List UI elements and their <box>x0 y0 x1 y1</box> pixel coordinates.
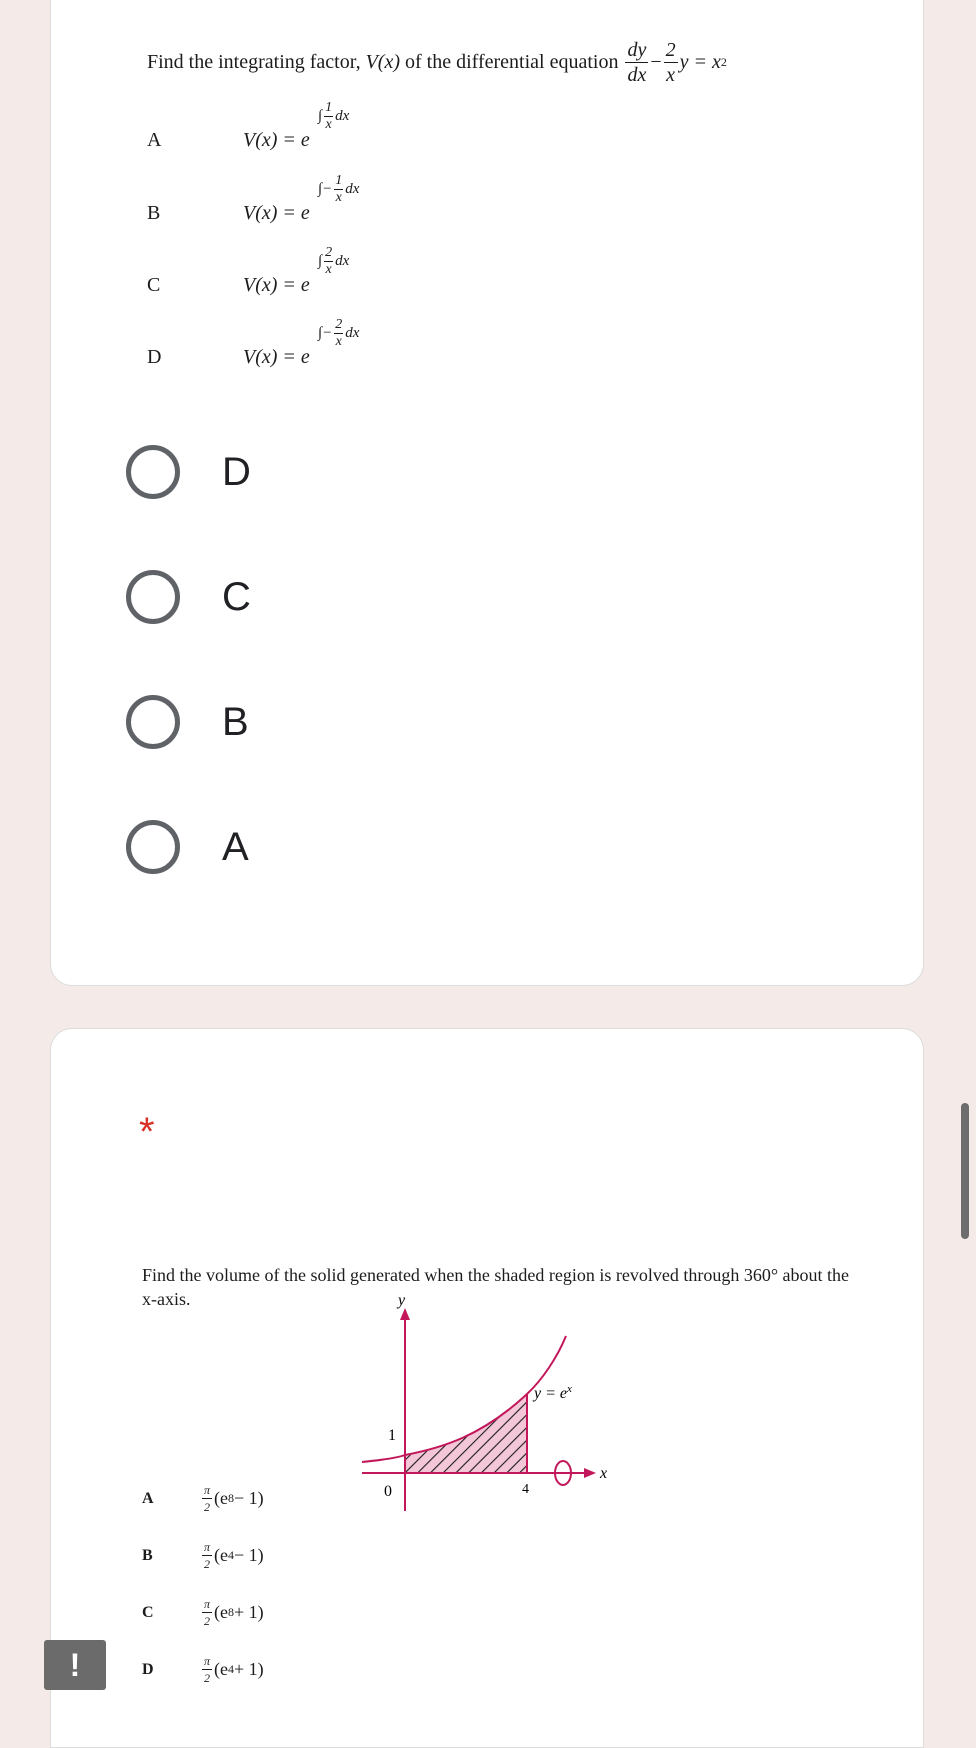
x-axis-label: x <box>600 1465 608 1482</box>
integral-sign: ∫ <box>318 108 323 124</box>
q2-option-b <box>142 1541 264 1570</box>
question-1-func: V(x) <box>365 51 401 73</box>
y-axis-label: y <box>398 1296 406 1309</box>
exp-num: 1 <box>335 173 343 188</box>
radio-button[interactable] <box>126 570 180 624</box>
y-tick-1: 1 <box>388 1427 396 1444</box>
shaded-region-hatch <box>405 1394 527 1473</box>
choice-d[interactable] <box>126 445 251 499</box>
choice-label: B <box>222 699 249 744</box>
choice-b[interactable] <box>126 695 249 749</box>
option-letter: C <box>147 274 161 296</box>
choice-label: A <box>222 824 249 869</box>
option-letter: C <box>142 1603 154 1621</box>
equation-coefficient <box>664 40 678 85</box>
exp-den: x <box>325 262 332 277</box>
frac-den: 2 <box>204 1557 210 1571</box>
radio-button[interactable] <box>126 695 180 749</box>
option-letter: D <box>147 346 162 368</box>
exp-den: x <box>335 190 342 205</box>
choice-a[interactable] <box>126 820 249 874</box>
frac-den: 2 <box>204 1671 210 1685</box>
exponent-dx: dx <box>335 108 350 124</box>
formula-exponent <box>318 318 359 349</box>
pi-over-two <box>202 1598 212 1627</box>
eq-power: 2 <box>720 55 727 69</box>
exponent-dx: dx <box>345 181 360 197</box>
option-letter: B <box>147 202 161 224</box>
eq-coef-num: 2 <box>665 39 676 61</box>
frac-num: π <box>204 1597 211 1611</box>
formula-lhs: V(x) = e <box>243 274 310 296</box>
exp-num: 2 <box>335 317 343 332</box>
formula-lhs: V(x) = e <box>243 202 310 224</box>
x-axis-arrow <box>584 1468 596 1478</box>
curve-label-base: y = e <box>534 1385 567 1402</box>
option-letter: D <box>142 1660 154 1678</box>
eq-numerator: dy <box>627 39 647 61</box>
integral-sign: ∫ <box>318 181 323 197</box>
option-power: 4 <box>228 1662 234 1676</box>
choice-label: C <box>222 574 251 619</box>
option-tail: − 1) <box>234 1488 264 1508</box>
required-asterisk: * <box>139 1110 155 1154</box>
formula-exponent <box>318 246 349 277</box>
formula-lhs: V(x) = e <box>243 346 310 368</box>
exponent-dx: dx <box>345 325 360 341</box>
exp-num: 1 <box>325 100 333 115</box>
pi-over-two <box>202 1541 212 1570</box>
origin-label: 0 <box>384 1483 392 1500</box>
option-tail: + 1) <box>234 1659 264 1679</box>
option-body: (e <box>214 1545 228 1565</box>
q1-option-b <box>147 173 360 225</box>
integral-sign: ∫ <box>318 325 323 341</box>
formula-lhs: V(x) = e <box>243 129 310 151</box>
frac-num: π <box>204 1654 211 1668</box>
scrollbar-thumb[interactable] <box>961 1103 969 1239</box>
option-tail: − 1) <box>234 1545 264 1565</box>
choice-label: D <box>222 449 251 494</box>
q1-option-d <box>147 317 360 369</box>
option-power: 8 <box>228 1491 234 1505</box>
q2-option-a <box>142 1484 264 1513</box>
pi-over-two <box>202 1484 212 1513</box>
option-power: 4 <box>228 1548 234 1562</box>
integral-sign: ∫ <box>318 253 323 269</box>
question-1-text <box>147 40 727 85</box>
frac-den: 2 <box>204 1500 210 1514</box>
q2-option-c <box>142 1598 264 1627</box>
option-letter: A <box>147 129 162 151</box>
alert-button[interactable]: ! <box>44 1640 106 1690</box>
curve-label <box>532 1383 572 1402</box>
exp-den: x <box>325 117 332 132</box>
radio-button[interactable] <box>126 820 180 874</box>
exponent-dx: dx <box>335 253 350 269</box>
x-tick-4: 4 <box>522 1482 529 1497</box>
question-1-prompt: Find the integrating factor, <box>147 51 361 73</box>
eq-rest: y = x <box>679 51 721 73</box>
formula-exponent <box>318 101 349 132</box>
exponent-sign: − <box>322 181 333 197</box>
option-formula <box>243 317 360 369</box>
exponent-fraction <box>334 318 343 349</box>
eq-minus: − <box>650 51 662 73</box>
eq-coef-den: x <box>666 64 676 86</box>
option-formula <box>243 173 360 225</box>
exponent-sign: − <box>322 325 333 341</box>
equation-derivative <box>625 40 648 85</box>
region-graph <box>352 1296 622 1516</box>
option-tail: + 1) <box>234 1602 264 1622</box>
exponent-fraction <box>324 101 333 132</box>
exp-den: x <box>335 334 342 349</box>
exponent-fraction <box>324 246 333 277</box>
question-2-text: Find the volume of the solid generated when the shaded region is revolved through 360° about the x-axis. <box>142 1265 850 1309</box>
choice-c[interactable] <box>126 570 251 624</box>
frac-num: π <box>204 1540 211 1554</box>
y-axis-arrow <box>400 1308 410 1320</box>
radio-button[interactable] <box>126 445 180 499</box>
q1-option-c <box>147 245 350 297</box>
frac-num: π <box>204 1483 211 1497</box>
option-body: (e <box>214 1659 228 1679</box>
option-formula <box>243 100 350 152</box>
curve-label-sup: x <box>567 1383 572 1395</box>
q1-option-a <box>147 100 350 152</box>
option-letter: B <box>142 1546 153 1564</box>
exp-num: 2 <box>325 245 333 260</box>
option-body: (e <box>214 1602 228 1622</box>
question-1-prompt-tail: of the differential equation <box>405 51 619 73</box>
option-power: 8 <box>228 1605 234 1619</box>
option-formula <box>243 245 350 297</box>
exponent-fraction <box>334 174 343 205</box>
formula-exponent <box>318 174 359 205</box>
option-letter: A <box>142 1489 154 1507</box>
frac-den: 2 <box>204 1614 210 1628</box>
q2-option-d <box>142 1655 264 1684</box>
option-body: (e <box>214 1488 228 1508</box>
eq-denominator: dx <box>627 64 647 86</box>
pi-over-two <box>202 1655 212 1684</box>
